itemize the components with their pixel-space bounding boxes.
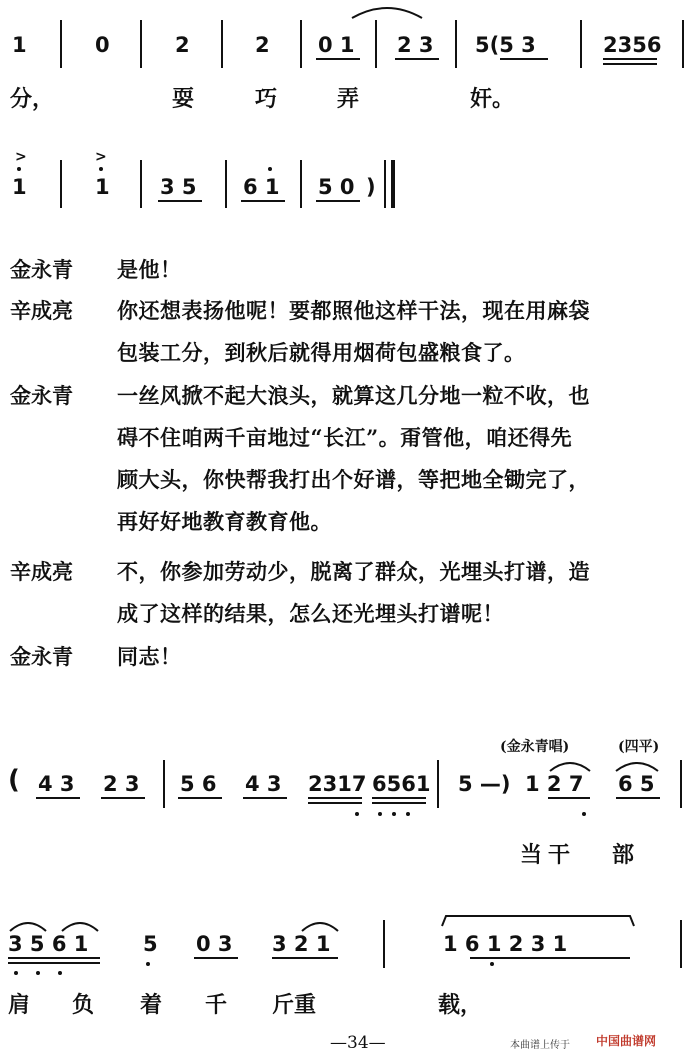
low-octave-dot [36, 971, 40, 975]
note: 3 5 [160, 175, 197, 199]
barline [383, 920, 385, 968]
underline [308, 802, 362, 804]
note: 2 [175, 33, 190, 57]
low-octave-dot [582, 812, 586, 816]
accent-mark: > [15, 149, 27, 165]
note: 1 [95, 175, 110, 199]
note: 2317 [308, 772, 367, 796]
lyric: 斤重 [272, 992, 317, 1018]
low-octave-dot [490, 962, 494, 966]
lyric: 肩 [8, 992, 31, 1018]
note: 2 3 [103, 772, 140, 796]
note: 3 5 6 1 [8, 932, 89, 956]
lyric: 着 [140, 992, 163, 1018]
underline [316, 200, 360, 202]
lyric: 载， [438, 992, 483, 1018]
note: 5 [143, 932, 158, 956]
tempo-annotation: (四平) [618, 739, 660, 755]
accent-mark: > [95, 149, 107, 165]
note: ) [366, 175, 376, 199]
low-octave-dot [146, 962, 150, 966]
barline [437, 760, 439, 808]
dialogue-line: 不，你参加劳动少，脱离了群众，光埋头打谱，造 [117, 559, 590, 584]
underline [8, 962, 100, 964]
barline [680, 920, 682, 968]
note: 2 3 [397, 33, 434, 57]
speaker-name: 金永青 [10, 257, 73, 282]
barline [140, 20, 142, 68]
lyric: 巧 [255, 86, 278, 112]
note: 3 2 1 [272, 932, 331, 956]
underline [548, 797, 590, 799]
dialogue-line: 碍不住咱两千亩地过“长江”。甭管他，咱还得先 [117, 425, 573, 450]
lyric: 分， [10, 86, 55, 112]
note: 1 [12, 33, 27, 57]
high-octave-dot [99, 167, 103, 171]
note: 0 3 [196, 932, 233, 956]
underline [8, 957, 100, 959]
underline [36, 797, 80, 799]
note: 5 0 [318, 175, 355, 199]
underline [372, 797, 426, 799]
tie-line [440, 912, 636, 930]
lyric: 当 [520, 842, 543, 868]
singer-annotation: (金永青唱) [500, 739, 570, 755]
underline [316, 58, 360, 60]
note: 4 3 [38, 772, 75, 796]
barline [60, 20, 62, 68]
dialogue-line: 成了这样的结果，怎么还光埋头打谱呢！ [117, 601, 504, 626]
barline [455, 20, 457, 68]
underline [272, 957, 338, 959]
note: 1 6 1 2 3 1 [443, 932, 568, 956]
dialogue-line: 你还想表扬他呢！要都照他这样干法，现在用麻袋 [117, 298, 590, 323]
barline [60, 160, 62, 208]
slur [350, 2, 424, 22]
note: 0 [95, 33, 110, 57]
note: 6 1 [243, 175, 280, 199]
note: 6 5 [618, 772, 655, 796]
lyric: 干 [548, 842, 571, 868]
dialogue-line: 一丝风掀不起大浪头，就算这几分地一粒不收，也 [117, 383, 590, 408]
note: 1 [12, 175, 27, 199]
underline [101, 797, 145, 799]
note: 2356 [603, 33, 662, 57]
note: 5(5 3 [475, 33, 536, 57]
underline [178, 797, 222, 799]
underline [616, 797, 660, 799]
note: 0 1 [318, 33, 355, 57]
high-octave-dot [17, 167, 21, 171]
site-logo: 中国曲谱网 [596, 1034, 657, 1048]
lyric: 负 [72, 992, 95, 1018]
barline [163, 760, 165, 808]
page-number: —34— [330, 1033, 386, 1053]
barline [225, 160, 227, 208]
barline [221, 20, 223, 68]
underline [603, 63, 657, 65]
slur [548, 758, 592, 774]
barline [680, 760, 682, 808]
dialogue-line: 同志！ [117, 644, 182, 669]
barline [300, 160, 302, 208]
underline [241, 200, 285, 202]
low-octave-dot [355, 812, 359, 816]
underline [158, 200, 202, 202]
lyric: 部 [612, 842, 635, 868]
upload-credit: 本曲谱上传于 [510, 1040, 570, 1051]
underline [372, 802, 426, 804]
dialogue-line: 是他！ [117, 257, 182, 282]
underline [470, 957, 630, 959]
dialogue-line: 再好好地教育教育他。 [117, 509, 332, 534]
speaker-name: 金永青 [10, 383, 73, 408]
low-octave-dot [14, 971, 18, 975]
low-octave-dot [392, 812, 396, 816]
speaker-name: 金永青 [10, 644, 73, 669]
slur [614, 758, 660, 774]
lyric: 耍 [172, 86, 195, 112]
lyric: 千 [205, 992, 228, 1018]
barline [375, 20, 377, 68]
high-octave-dot [268, 167, 272, 171]
note: 5 —) [458, 772, 511, 796]
speaker-name: 辛成亮 [10, 559, 73, 584]
underline [603, 58, 657, 60]
note: 2 [255, 33, 270, 57]
note: 1 2 7 [525, 772, 584, 796]
low-octave-dot [406, 812, 410, 816]
low-octave-dot [378, 812, 382, 816]
underline [243, 797, 287, 799]
barline [384, 160, 386, 208]
note: 4 3 [245, 772, 282, 796]
slur [300, 918, 340, 934]
speaker-name: 辛成亮 [10, 298, 73, 323]
dialogue-line: 顾大头，你快帮我打出个好谱，等把地全锄完了， [117, 467, 590, 492]
barline [140, 160, 142, 208]
dialogue-line: 包装工分，到秋后就得用烟荷包盛粮食了。 [117, 340, 526, 365]
underline [194, 957, 238, 959]
barline [300, 20, 302, 68]
final-barline [391, 160, 395, 208]
note: 5 6 [180, 772, 217, 796]
underline [308, 797, 362, 799]
underline [500, 58, 548, 60]
open-paren: ( [8, 765, 20, 795]
underline [395, 58, 439, 60]
barline [682, 20, 684, 68]
low-octave-dot [58, 971, 62, 975]
lyric: 弄 [337, 86, 360, 112]
barline [580, 20, 582, 68]
note: 6561 [372, 772, 431, 796]
lyric: 奸。 [470, 86, 515, 112]
